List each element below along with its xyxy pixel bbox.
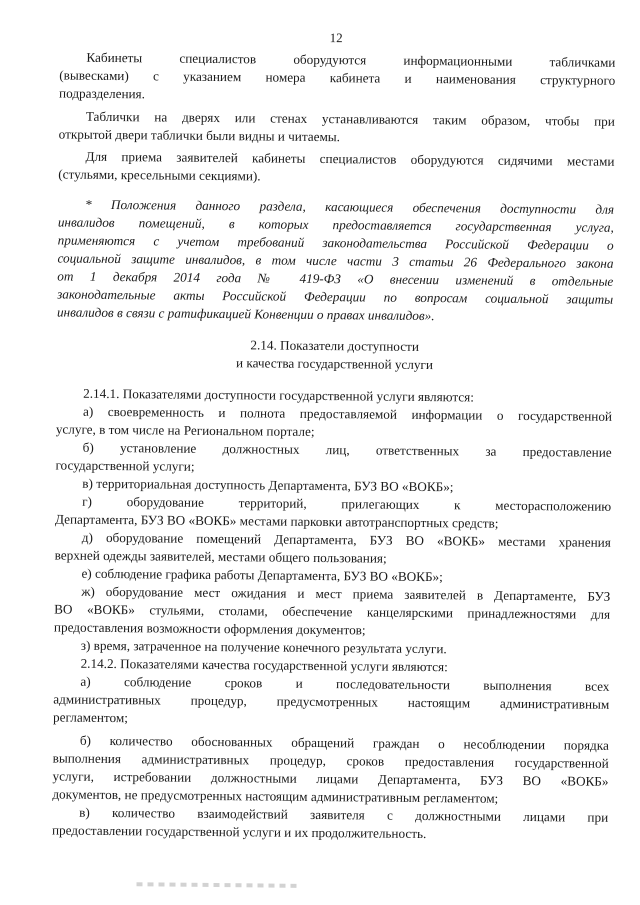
note-line: применяются с учетом требований законодательства Российской Федерации о xyxy=(57,232,614,253)
note-line: инвалидов в связи с ратификацией Конвенции о правах инвалидов». xyxy=(56,304,435,324)
body-line: ж) оборудование мест ожидания и мест приема заявителей в Департаменте, БУЗ xyxy=(81,583,611,604)
body-line: услуги, истребовании должностными лицами Департамента, БУЗ ВО «ВОКБ» xyxy=(52,768,609,789)
body-line: услуге, в том числе на Региональном портале; xyxy=(55,421,315,439)
section-title-line: и качества государственной услуги xyxy=(235,355,434,373)
body-line: регламентом; xyxy=(53,709,129,726)
body-line: верхней одежды заявителей, местами общего пользования; xyxy=(54,547,387,566)
paragraph-line: открытой двери таблички были видны и читаемы. xyxy=(58,126,341,145)
page-number: 12 xyxy=(329,30,343,46)
paragraph-line: Для приема заявителей кабинеты специалистов оборудуются сидячими местами xyxy=(85,148,615,169)
body-line: государственной услуги; xyxy=(55,457,195,474)
body-line: ВО «ВОКБ» стульями, столами, обеспечение канцелярскими принадлежностями для xyxy=(54,601,611,622)
body-line: в) количество взаимодействий заявителя с должностными лицами при xyxy=(79,804,609,825)
body-line: а) своевременность и полнота предоставляемой информации о государственной xyxy=(82,403,613,424)
note-line: социальной защите инвалидов, в том числе части 3 статьи 26 Федерального закона xyxy=(57,250,614,271)
body-line: г) оборудование территорий, прилегающих к месторасположению xyxy=(82,493,612,514)
body-line: е) соблюдение графика работы Департамента, БУЗ ВО «ВОКБ»; xyxy=(81,565,443,585)
body-line: предоставлении государственной услуги и их продолжительность. xyxy=(51,822,427,842)
note-line: * Положения данного раздела, касающиеся обеспечения доступности для xyxy=(84,196,615,217)
body-line: б) количество обоснованных обращений граждан о несоблюдении порядка xyxy=(79,732,609,753)
body-line: а) соблюдение сроков и последовательности выполнения всех xyxy=(80,673,610,694)
body-line: 2.14.1. Показателями доступности государственной услуги являются: xyxy=(83,385,474,405)
scan-artifact xyxy=(136,882,296,888)
note-line: от 1 декабря 2014 года № 419-ФЗ «О внесении изменений в отдельные xyxy=(57,268,614,289)
note-line: инвалидов помещений, в которых предоставляется государственная услуга, xyxy=(57,214,614,235)
body-line: Департамента, БУЗ ВО «ВОКБ» местами парковки автотранспортных средств; xyxy=(54,511,499,531)
body-line: административных процедур, предусмотренных настоящим административным xyxy=(53,691,610,712)
body-line: в) территориальная доступность Департамента, БУЗ ВО «ВОКБ»; xyxy=(82,475,454,495)
paragraph-line: Таблички на дверях или стенах устанавливаются таким образом, чтобы при xyxy=(85,108,615,129)
body-line: 2.14.2. Показателями качества государственной услуги являются: xyxy=(80,655,448,675)
paragraph-line: Кабинеты специалистов оборудуются информационными табличками xyxy=(86,49,616,70)
note-line: законодательные акты Российской Федерации по вопросам социальной защиты xyxy=(57,286,614,307)
body-line: з) время, затраченное на получение конечного результата услуги. xyxy=(80,637,447,657)
paragraph-line: подразделения. xyxy=(59,85,146,102)
body-line: выполнения административных процедур, сроков предоставления государственной xyxy=(52,750,609,771)
body-line: предоставления возможности оформления документов; xyxy=(53,619,366,638)
paragraph-line: (вывесками) с указанием номера кабинета и наименования структурного xyxy=(59,67,616,88)
body-line: документов, не предусмотренных настоящим административным регламентом; xyxy=(52,786,499,806)
body-line: б) установление должностных лиц, ответственных за предоставление xyxy=(82,439,612,460)
section-title-line: 2.14. Показатели доступности xyxy=(250,337,420,354)
body-line: д) оборудование помещений Департамента, БУЗ ВО «ВОКБ» местами хранения xyxy=(81,529,611,550)
paragraph-line: (стульями, кресельными секциями). xyxy=(58,166,261,184)
